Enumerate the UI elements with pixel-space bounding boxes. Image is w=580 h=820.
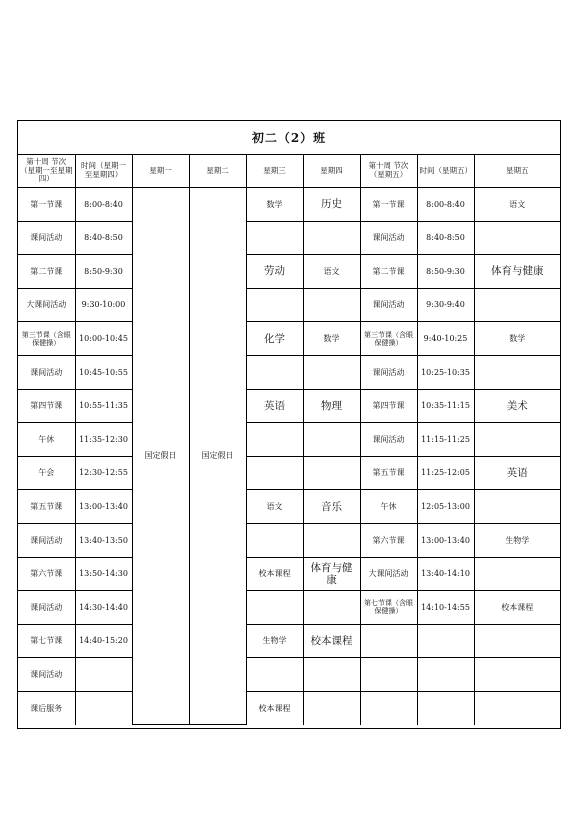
friday-cell: 语文 (474, 188, 560, 222)
friday-time-cell: 8:40-8:50 (417, 221, 474, 255)
time-cell: 12:30-12:55 (75, 456, 132, 490)
friday-period-cell: 第三节课（含眼保健操） (360, 322, 417, 356)
period-cell: 午休 (18, 423, 75, 457)
friday-time-cell: 8:00-8:40 (417, 188, 474, 222)
friday-cell (474, 658, 560, 692)
friday-time-cell (417, 624, 474, 658)
friday-cell (474, 221, 560, 255)
thursday-cell (303, 591, 360, 625)
time-cell: 10:55-11:35 (75, 389, 132, 423)
period-cell: 第一节课 (18, 188, 75, 222)
column-header: 第十周 节次（星期一至星期四） (18, 155, 75, 188)
wednesday-cell: 化学 (246, 322, 303, 356)
column-header: 星期二 (189, 155, 246, 188)
friday-cell (474, 624, 560, 658)
time-cell (75, 658, 132, 692)
wednesday-cell (246, 221, 303, 255)
table-row (18, 456, 560, 490)
thursday-cell (303, 456, 360, 490)
column-header: 第十周 节次（星期五） (360, 155, 417, 188)
friday-cell: 数学 (474, 322, 560, 356)
wednesday-cell (246, 523, 303, 557)
thursday-cell: 数学 (303, 322, 360, 356)
time-cell: 10:00-10:45 (75, 322, 132, 356)
thursday-cell: 体育与健康 (303, 557, 360, 591)
period-cell: 第六节课 (18, 557, 75, 591)
time-cell (75, 691, 132, 724)
wednesday-cell: 语文 (246, 490, 303, 524)
wednesday-cell (246, 355, 303, 389)
tuesday-holiday-cell: 国定假日 (189, 188, 246, 725)
table-row (18, 591, 560, 625)
friday-time-cell: 13:40-14:10 (417, 557, 474, 591)
friday-cell: 生物学 (474, 523, 560, 557)
period-cell: 课间活动 (18, 591, 75, 625)
thursday-cell (303, 691, 360, 724)
period-cell: 第七节课 (18, 624, 75, 658)
friday-period-cell: 第一节课 (360, 188, 417, 222)
friday-period-cell: 第七节课（含眼保健操） (360, 591, 417, 625)
wednesday-cell: 校本课程 (246, 691, 303, 724)
period-cell: 第五节课 (18, 490, 75, 524)
friday-cell: 英语 (474, 456, 560, 490)
time-cell: 10:45-10:55 (75, 355, 132, 389)
time-cell: 14:40-15:20 (75, 624, 132, 658)
period-cell: 课间活动 (18, 658, 75, 692)
thursday-cell: 语文 (303, 255, 360, 289)
time-cell: 13:00-13:40 (75, 490, 132, 524)
thursday-cell (303, 221, 360, 255)
column-header: 星期四 (303, 155, 360, 188)
thursday-cell: 物理 (303, 389, 360, 423)
friday-time-cell (417, 691, 474, 724)
friday-time-cell: 13:00-13:40 (417, 523, 474, 557)
friday-cell (474, 557, 560, 591)
thursday-cell (303, 423, 360, 457)
friday-cell: 校本课程 (474, 591, 560, 625)
friday-cell (474, 423, 560, 457)
friday-period-cell (360, 624, 417, 658)
table-row (18, 355, 560, 389)
timetable (18, 155, 560, 725)
friday-period-cell: 第四节课 (360, 389, 417, 423)
table-row (18, 423, 560, 457)
period-cell: 第二节课 (18, 255, 75, 289)
column-header: 星期五 (474, 155, 560, 188)
period-cell: 课间活动 (18, 523, 75, 557)
friday-period-cell: 第二节课 (360, 255, 417, 289)
time-cell: 13:40-13:50 (75, 523, 132, 557)
friday-time-cell: 10:35-11:15 (417, 389, 474, 423)
friday-cell (474, 691, 560, 724)
friday-cell (474, 288, 560, 322)
period-cell: 大课间活动 (18, 288, 75, 322)
friday-time-cell: 12:05-13:00 (417, 490, 474, 524)
time-cell: 13:50-14:30 (75, 557, 132, 591)
friday-time-cell: 9:40-10:25 (417, 322, 474, 356)
thursday-cell: 音乐 (303, 490, 360, 524)
thursday-cell (303, 523, 360, 557)
wednesday-cell: 生物学 (246, 624, 303, 658)
friday-time-cell: 10:25-10:35 (417, 355, 474, 389)
table-row (18, 255, 560, 289)
table-row (18, 523, 560, 557)
period-cell: 第三节课（含眼保健操） (18, 322, 75, 356)
timetable-sheet (17, 120, 561, 729)
time-cell: 8:50-9:30 (75, 255, 132, 289)
period-cell: 第四节课 (18, 389, 75, 423)
table-row (18, 322, 560, 356)
time-cell: 8:00-8:40 (75, 188, 132, 222)
friday-period-cell: 第六节课 (360, 523, 417, 557)
friday-period-cell: 大课间活动 (360, 557, 417, 591)
period-cell: 课间活动 (18, 355, 75, 389)
time-cell: 8:40-8:50 (75, 221, 132, 255)
thursday-cell: 校本课程 (303, 624, 360, 658)
table-row (18, 691, 560, 724)
table-row (18, 557, 560, 591)
column-header: 时间（星期五） (417, 155, 474, 188)
time-cell: 11:35-12:30 (75, 423, 132, 457)
thursday-cell (303, 658, 360, 692)
table-row (18, 658, 560, 692)
friday-cell (474, 490, 560, 524)
column-header: 星期三 (246, 155, 303, 188)
thursday-cell (303, 355, 360, 389)
table-row (18, 389, 560, 423)
friday-period-cell: 课间活动 (360, 423, 417, 457)
time-cell: 14:30-14:40 (75, 591, 132, 625)
column-header: 时间（星期一至星期四） (75, 155, 132, 188)
friday-time-cell: 11:25-12:05 (417, 456, 474, 490)
column-header: 星期一 (132, 155, 189, 188)
wednesday-cell: 英语 (246, 389, 303, 423)
wednesday-cell (246, 288, 303, 322)
table-row (18, 288, 560, 322)
friday-time-cell: 14:10-14:55 (417, 591, 474, 625)
wednesday-cell: 校本课程 (246, 557, 303, 591)
friday-cell (474, 355, 560, 389)
friday-time-cell (417, 658, 474, 692)
wednesday-cell (246, 658, 303, 692)
friday-period-cell (360, 658, 417, 692)
friday-period-cell: 课间活动 (360, 288, 417, 322)
wednesday-cell (246, 423, 303, 457)
friday-cell: 体育与健康 (474, 255, 560, 289)
wednesday-cell: 劳动 (246, 255, 303, 289)
page-title: 初二（2）班 (18, 121, 560, 155)
friday-period-cell (360, 691, 417, 724)
friday-time-cell: 8:50-9:30 (417, 255, 474, 289)
monday-holiday-cell: 国定假日 (132, 188, 189, 725)
friday-period-cell: 第五节课 (360, 456, 417, 490)
friday-period-cell: 课间活动 (360, 355, 417, 389)
table-row (18, 221, 560, 255)
wednesday-cell: 数学 (246, 188, 303, 222)
wednesday-cell (246, 591, 303, 625)
period-cell: 课后服务 (18, 691, 75, 724)
period-cell: 课间活动 (18, 221, 75, 255)
table-row (18, 490, 560, 524)
thursday-cell: 历史 (303, 188, 360, 222)
friday-period-cell: 午休 (360, 490, 417, 524)
table-row (18, 624, 560, 658)
period-cell: 午会 (18, 456, 75, 490)
time-cell: 9:30-10:00 (75, 288, 132, 322)
friday-period-cell: 课间活动 (360, 221, 417, 255)
friday-cell: 美术 (474, 389, 560, 423)
friday-time-cell: 9:30-9:40 (417, 288, 474, 322)
thursday-cell (303, 288, 360, 322)
header-row (18, 155, 560, 188)
wednesday-cell (246, 456, 303, 490)
table-row (18, 188, 560, 222)
friday-time-cell: 11:15-11:25 (417, 423, 474, 457)
